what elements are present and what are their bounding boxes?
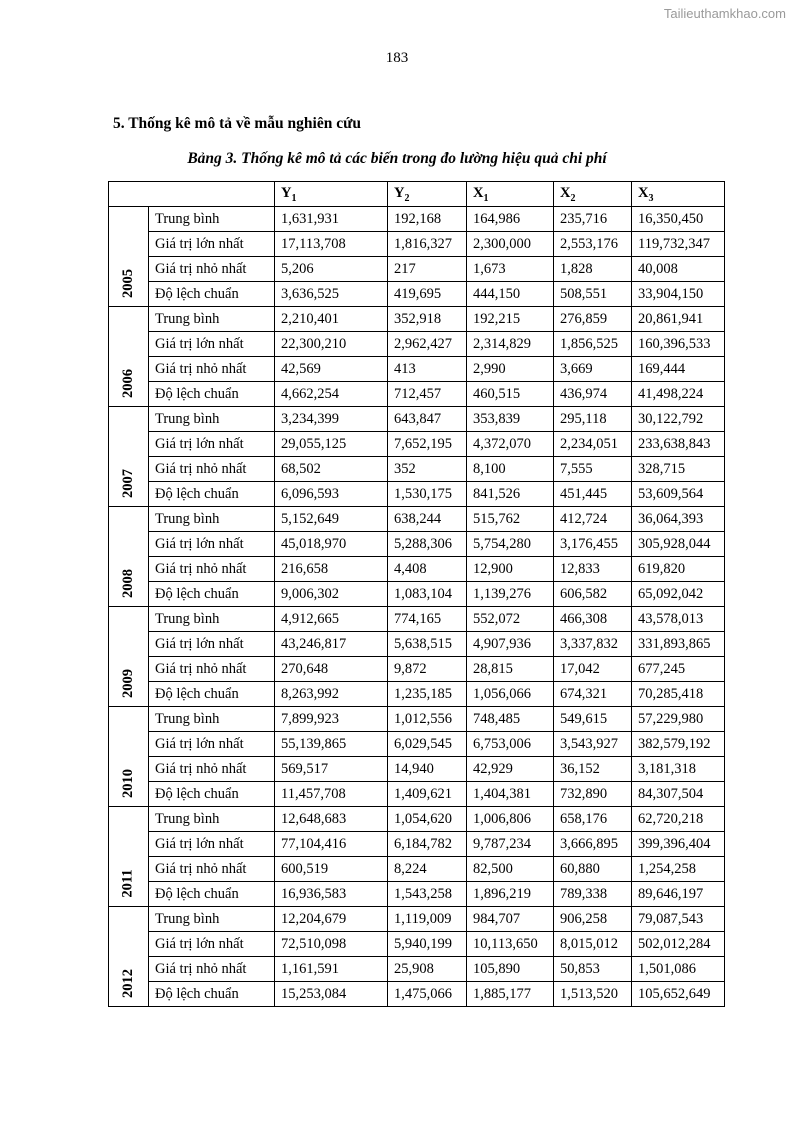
value-cell: 9,006,302 [275, 582, 388, 607]
value-cell: 732,890 [554, 782, 632, 807]
value-cell: 6,184,782 [388, 832, 467, 857]
stat-label-cell: Giá trị lớn nhất [149, 732, 275, 757]
table-row [109, 632, 725, 657]
table-row [109, 882, 725, 907]
value-cell: 466,308 [554, 607, 632, 632]
stat-label-cell: Độ lệch chuẩn [149, 982, 275, 1007]
value-cell: 5,638,515 [388, 632, 467, 657]
value-cell: 502,012,284 [632, 932, 725, 957]
col-header-sub: 1 [291, 192, 297, 204]
page-number: 183 [385, 50, 409, 66]
value-cell: 6,096,593 [275, 482, 388, 507]
col-header-x2 [554, 182, 632, 207]
table-row [109, 707, 725, 732]
table-row [109, 307, 725, 332]
value-cell: 331,893,865 [632, 632, 725, 657]
value-cell: 10,113,650 [467, 932, 554, 957]
value-cell: 164,986 [467, 207, 554, 232]
table-row [109, 557, 725, 582]
table-row [109, 932, 725, 957]
stat-label-cell: Giá trị nhỏ nhất [149, 257, 275, 282]
stat-label-cell: Giá trị lớn nhất [149, 532, 275, 557]
value-cell: 2,234,051 [554, 432, 632, 457]
value-cell: 1,816,327 [388, 232, 467, 257]
value-cell: 29,055,125 [275, 432, 388, 457]
year-cell [109, 407, 149, 507]
value-cell: 2,300,000 [467, 232, 554, 257]
value-cell: 7,555 [554, 457, 632, 482]
value-cell: 7,899,923 [275, 707, 388, 732]
value-cell: 789,338 [554, 882, 632, 907]
year-cell [109, 307, 149, 407]
year-label: 2010 [120, 769, 136, 798]
value-cell: 217 [388, 257, 467, 282]
section-title: 5. Thống kê mô tả về mẫu nghiên cứu [113, 115, 362, 132]
value-cell: 4,662,254 [275, 382, 388, 407]
year-label: 2012 [120, 969, 136, 998]
table-row [109, 207, 725, 232]
stat-label-cell: Độ lệch chuẩn [149, 882, 275, 907]
stat-label-cell: Giá trị nhỏ nhất [149, 357, 275, 382]
col-header-var: X [473, 184, 484, 201]
value-cell: 16,350,450 [632, 207, 725, 232]
value-cell: 235,716 [554, 207, 632, 232]
value-cell: 72,510,098 [275, 932, 388, 957]
value-cell: 12,204,679 [275, 907, 388, 932]
value-cell: 3,176,455 [554, 532, 632, 557]
col-header-sub: 2 [570, 192, 576, 204]
year-cell [109, 507, 149, 607]
value-cell: 3,181,318 [632, 757, 725, 782]
stat-label-cell: Độ lệch chuẩn [149, 682, 275, 707]
value-cell: 1,896,219 [467, 882, 554, 907]
value-cell: 9,787,234 [467, 832, 554, 857]
value-cell: 508,551 [554, 282, 632, 307]
stat-label-cell: Giá trị lớn nhất [149, 432, 275, 457]
value-cell: 5,940,199 [388, 932, 467, 957]
value-cell: 57,229,980 [632, 707, 725, 732]
value-cell: 17,042 [554, 657, 632, 682]
stat-label-cell: Độ lệch chuẩn [149, 782, 275, 807]
value-cell: 419,695 [388, 282, 467, 307]
stat-label-cell: Trung bình [149, 507, 275, 532]
value-cell: 1,530,175 [388, 482, 467, 507]
value-cell: 677,245 [632, 657, 725, 682]
value-cell: 1,856,525 [554, 332, 632, 357]
table-row [109, 857, 725, 882]
value-cell: 436,974 [554, 382, 632, 407]
col-header-sub: 2 [404, 192, 410, 204]
table-row [109, 432, 725, 457]
value-cell: 2,553,176 [554, 232, 632, 257]
value-cell: 606,582 [554, 582, 632, 607]
col-header-sub: 3 [648, 192, 654, 204]
value-cell: 413 [388, 357, 467, 382]
value-cell: 43,246,817 [275, 632, 388, 657]
value-cell: 1,409,621 [388, 782, 467, 807]
value-cell: 1,006,806 [467, 807, 554, 832]
value-cell: 8,015,012 [554, 932, 632, 957]
value-cell: 1,885,177 [467, 982, 554, 1007]
value-cell: 33,904,150 [632, 282, 725, 307]
value-cell: 12,833 [554, 557, 632, 582]
value-cell: 42,929 [467, 757, 554, 782]
value-cell: 192,215 [467, 307, 554, 332]
value-cell: 295,118 [554, 407, 632, 432]
table-row [109, 782, 725, 807]
year-label: 2006 [120, 369, 136, 398]
value-cell: 444,150 [467, 282, 554, 307]
value-cell: 42,569 [275, 357, 388, 382]
table-row [109, 382, 725, 407]
value-cell: 1,012,556 [388, 707, 467, 732]
value-cell: 1,828 [554, 257, 632, 282]
value-cell: 77,104,416 [275, 832, 388, 857]
value-cell: 1,513,520 [554, 982, 632, 1007]
value-cell: 105,652,649 [632, 982, 725, 1007]
table-row [109, 332, 725, 357]
value-cell: 270,648 [275, 657, 388, 682]
value-cell: 1,139,276 [467, 582, 554, 607]
value-cell: 60,880 [554, 857, 632, 882]
value-cell: 3,234,399 [275, 407, 388, 432]
value-cell: 643,847 [388, 407, 467, 432]
value-cell: 1,161,591 [275, 957, 388, 982]
stat-label-cell: Giá trị nhỏ nhất [149, 457, 275, 482]
value-cell: 65,092,042 [632, 582, 725, 607]
stat-label-cell: Giá trị nhỏ nhất [149, 657, 275, 682]
value-cell: 70,285,418 [632, 682, 725, 707]
value-cell: 22,300,210 [275, 332, 388, 357]
table-row [109, 832, 725, 857]
value-cell: 55,139,865 [275, 732, 388, 757]
value-cell: 216,658 [275, 557, 388, 582]
value-cell: 382,579,192 [632, 732, 725, 757]
header-corner-cell [109, 182, 275, 207]
year-cell [109, 607, 149, 707]
value-cell: 2,990 [467, 357, 554, 382]
value-cell: 305,928,044 [632, 532, 725, 557]
year-cell [109, 707, 149, 807]
value-cell: 8,100 [467, 457, 554, 482]
table-row [109, 407, 725, 432]
value-cell: 552,072 [467, 607, 554, 632]
table-row [109, 457, 725, 482]
value-cell: 25,908 [388, 957, 467, 982]
value-cell: 5,288,306 [388, 532, 467, 557]
value-cell: 1,119,009 [388, 907, 467, 932]
table-row [109, 507, 725, 532]
value-cell: 906,258 [554, 907, 632, 932]
stat-label-cell: Độ lệch chuẩn [149, 282, 275, 307]
value-cell: 7,652,195 [388, 432, 467, 457]
value-cell: 4,408 [388, 557, 467, 582]
table-row [109, 682, 725, 707]
value-cell: 15,253,084 [275, 982, 388, 1007]
value-cell: 412,724 [554, 507, 632, 532]
value-cell: 8,224 [388, 857, 467, 882]
value-cell: 658,176 [554, 807, 632, 832]
stat-label-cell: Độ lệch chuẩn [149, 482, 275, 507]
stats-table [108, 181, 725, 1007]
value-cell: 451,445 [554, 482, 632, 507]
value-cell: 352 [388, 457, 467, 482]
value-cell: 119,732,347 [632, 232, 725, 257]
stat-label-cell: Giá trị nhỏ nhất [149, 857, 275, 882]
stat-label-cell: Giá trị lớn nhất [149, 232, 275, 257]
value-cell: 105,890 [467, 957, 554, 982]
value-cell: 4,912,665 [275, 607, 388, 632]
value-cell: 12,900 [467, 557, 554, 582]
value-cell: 5,754,280 [467, 532, 554, 557]
stat-label-cell: Giá trị lớn nhất [149, 632, 275, 657]
value-cell: 12,648,683 [275, 807, 388, 832]
value-cell: 160,396,533 [632, 332, 725, 357]
value-cell: 3,669 [554, 357, 632, 382]
value-cell: 9,872 [388, 657, 467, 682]
value-cell: 1,475,066 [388, 982, 467, 1007]
table-row [109, 607, 725, 632]
table-row [109, 907, 725, 932]
value-cell: 68,502 [275, 457, 388, 482]
value-cell: 1,543,258 [388, 882, 467, 907]
year-cell [109, 807, 149, 907]
year-label: 2007 [120, 469, 136, 498]
value-cell: 79,087,543 [632, 907, 725, 932]
value-cell: 40,008 [632, 257, 725, 282]
value-cell: 515,762 [467, 507, 554, 532]
value-cell: 30,122,792 [632, 407, 725, 432]
value-cell: 3,636,525 [275, 282, 388, 307]
table-row [109, 957, 725, 982]
value-cell: 16,936,583 [275, 882, 388, 907]
col-header-sub: 1 [483, 192, 489, 204]
value-cell: 1,404,381 [467, 782, 554, 807]
value-cell: 4,372,070 [467, 432, 554, 457]
value-cell: 1,673 [467, 257, 554, 282]
value-cell: 3,666,895 [554, 832, 632, 857]
value-cell: 8,263,992 [275, 682, 388, 707]
stat-label-cell: Trung bình [149, 207, 275, 232]
stat-label-cell: Giá trị nhỏ nhất [149, 557, 275, 582]
value-cell: 352,918 [388, 307, 467, 332]
stat-label-cell: Giá trị lớn nhất [149, 332, 275, 357]
col-header-var: X [638, 184, 649, 201]
value-cell: 3,337,832 [554, 632, 632, 657]
value-cell: 89,646,197 [632, 882, 725, 907]
table-row [109, 582, 725, 607]
value-cell: 82,500 [467, 857, 554, 882]
year-label: 2008 [120, 569, 136, 598]
table-row [109, 657, 725, 682]
value-cell: 17,113,708 [275, 232, 388, 257]
value-cell: 549,615 [554, 707, 632, 732]
stat-label-cell: Trung bình [149, 707, 275, 732]
value-cell: 1,083,104 [388, 582, 467, 607]
value-cell: 4,907,936 [467, 632, 554, 657]
value-cell: 5,152,649 [275, 507, 388, 532]
value-cell: 399,396,404 [632, 832, 725, 857]
value-cell: 169,444 [632, 357, 725, 382]
year-label: 2009 [120, 669, 136, 698]
value-cell: 50,853 [554, 957, 632, 982]
value-cell: 36,064,393 [632, 507, 725, 532]
value-cell: 984,707 [467, 907, 554, 932]
value-cell: 2,962,427 [388, 332, 467, 357]
stat-label-cell: Trung bình [149, 407, 275, 432]
stat-label-cell: Trung bình [149, 307, 275, 332]
col-header-y2 [388, 182, 467, 207]
value-cell: 6,753,006 [467, 732, 554, 757]
stat-label-cell: Trung bình [149, 607, 275, 632]
value-cell: 600,519 [275, 857, 388, 882]
col-header-x1 [467, 182, 554, 207]
value-cell: 748,485 [467, 707, 554, 732]
value-cell: 3,543,927 [554, 732, 632, 757]
value-cell: 1,501,086 [632, 957, 725, 982]
year-label: 2005 [120, 269, 136, 298]
value-cell: 1,056,066 [467, 682, 554, 707]
value-cell: 712,457 [388, 382, 467, 407]
value-cell: 276,859 [554, 307, 632, 332]
value-cell: 1,235,185 [388, 682, 467, 707]
value-cell: 41,498,224 [632, 382, 725, 407]
stat-label-cell: Giá trị nhỏ nhất [149, 757, 275, 782]
stat-label-cell: Giá trị lớn nhất [149, 932, 275, 957]
table-row [109, 232, 725, 257]
value-cell: 28,815 [467, 657, 554, 682]
value-cell: 20,861,941 [632, 307, 725, 332]
table-body [109, 207, 725, 1007]
value-cell: 619,820 [632, 557, 725, 582]
value-cell: 353,839 [467, 407, 554, 432]
value-cell: 53,609,564 [632, 482, 725, 507]
stat-label-cell: Độ lệch chuẩn [149, 582, 275, 607]
value-cell: 569,517 [275, 757, 388, 782]
stat-label-cell: Độ lệch chuẩn [149, 382, 275, 407]
value-cell: 841,526 [467, 482, 554, 507]
value-cell: 328,715 [632, 457, 725, 482]
value-cell: 6,029,545 [388, 732, 467, 757]
table-row [109, 807, 725, 832]
table-row [109, 732, 725, 757]
value-cell: 14,940 [388, 757, 467, 782]
year-label: 2011 [119, 869, 136, 898]
table-row [109, 757, 725, 782]
year-cell [109, 907, 149, 1007]
col-header-var: Y [281, 184, 292, 201]
value-cell: 2,314,829 [467, 332, 554, 357]
watermark: Tailieuthamkhao.com [663, 6, 786, 21]
value-cell: 674,321 [554, 682, 632, 707]
value-cell: 638,244 [388, 507, 467, 532]
stat-label-cell: Giá trị nhỏ nhất [149, 957, 275, 982]
header-row [109, 182, 725, 207]
value-cell: 774,165 [388, 607, 467, 632]
value-cell: 45,018,970 [275, 532, 388, 557]
value-cell: 11,457,708 [275, 782, 388, 807]
value-cell: 5,206 [275, 257, 388, 282]
value-cell: 192,168 [388, 207, 467, 232]
value-cell: 43,578,013 [632, 607, 725, 632]
table-row [109, 257, 725, 282]
value-cell: 2,210,401 [275, 307, 388, 332]
table-row [109, 982, 725, 1007]
table-caption: Bảng 3. Thống kê mô tả các biến trong đo lường hiệu quả chi phí [187, 150, 607, 167]
stat-label-cell: Trung bình [149, 807, 275, 832]
table-row [109, 532, 725, 557]
value-cell: 460,515 [467, 382, 554, 407]
col-header-var: X [560, 184, 571, 201]
table-row [109, 482, 725, 507]
value-cell: 84,307,504 [632, 782, 725, 807]
year-cell [109, 207, 149, 307]
value-cell: 62,720,218 [632, 807, 725, 832]
stat-label-cell: Giá trị lớn nhất [149, 832, 275, 857]
table-row [109, 357, 725, 382]
col-header-var: Y [394, 184, 405, 201]
col-header-x3 [632, 182, 725, 207]
col-header-y1 [275, 182, 388, 207]
value-cell: 1,631,931 [275, 207, 388, 232]
table-row [109, 282, 725, 307]
value-cell: 1,054,620 [388, 807, 467, 832]
stat-label-cell: Trung bình [149, 907, 275, 932]
value-cell: 36,152 [554, 757, 632, 782]
value-cell: 1,254,258 [632, 857, 725, 882]
value-cell: 233,638,843 [632, 432, 725, 457]
